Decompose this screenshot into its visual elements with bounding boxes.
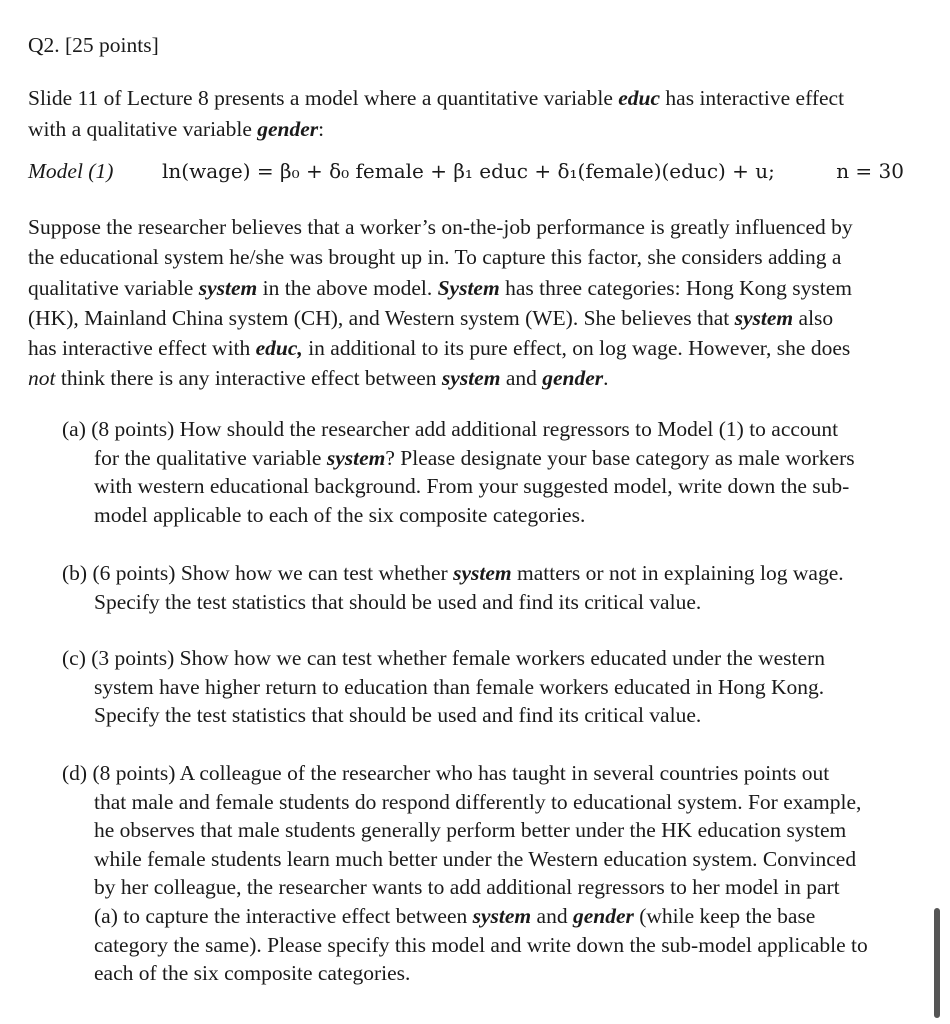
text: qualitative variable [28,275,199,300]
text: matters or not in explaining log wage. [511,561,844,585]
part-line: (d) (8 points) A colleague of the researcher who has taught in several countries points out [62,761,830,785]
text: (while keep the base [633,903,816,928]
text: for the qualitative variable [94,445,327,470]
variable-educ: educ, [255,336,303,361]
part-line: with western educational background. From your suggested model, write down the sub- [94,474,850,499]
text: (b) (6 points) Show how we can test whether [62,561,454,585]
setup-paragraph [28,212,853,394]
model-label: Model (1) [28,159,114,183]
part-b [62,559,942,616]
part-line: model applicable to each of the six composite categories. [94,502,586,527]
model-equation-row [28,159,906,189]
sample-size: n = 30 [836,159,904,183]
text: : [318,117,325,141]
text: in the above model. [257,275,438,300]
intro-line [28,114,844,145]
part-line: Specify the test statistics that should be used and find its critical value. [94,703,702,728]
part-d [62,759,942,988]
text: and [531,903,573,928]
intro-line [28,83,844,114]
text: also [793,305,834,330]
part-line [62,559,942,588]
part-line: category the same). Please specify this model and write down the sub-model applicable to [94,932,868,957]
setup-line: Suppose the researcher believes that a worker’s on-the-job performance is greatly influenced by [28,215,853,239]
text: has three categories: Hong Kong system [499,275,852,300]
variable-system: system [734,305,794,330]
part-line: that male and female students do respond differently to educational system. For example, [94,789,862,814]
setup-line: the educational system he/she was brought up in. To capture this factor, she considers adding a [28,245,842,270]
variable-system: system [441,366,501,391]
vertical-scrollbar[interactable] [934,908,940,1018]
variable-system: system [472,903,532,928]
text: (HK), Mainland China system (CH), and Western system (WE). She believes that [28,305,735,330]
text: (a) to capture the interactive effect between [94,903,473,928]
text: with a qualitative variable [28,117,258,141]
variable-gender: gender [257,117,319,141]
part-line [62,902,942,931]
emphasis-not: not [28,366,56,391]
question-title: Q2. [25 points] [28,33,159,57]
part-c [62,644,942,730]
text: in additional to its pure effect, on log wage. However, she does [302,336,851,361]
text: and [500,366,543,391]
part-line [62,444,942,473]
model-equation: ln(wage) = β₀ + δ₀ female + β₁ educ + δ₁(female)(educ) + u; [162,159,775,183]
variable-system: system [198,275,258,300]
text: Slide 11 of Lecture 8 presents a model where a quantitative variable [28,86,619,110]
variable-system: system [326,445,386,470]
text: has interactive effect [660,86,845,110]
variable-gender: gender [572,903,634,928]
part-line: while female students learn much better under the Western education system. Convinced [94,846,857,871]
text: think there is any interactive effect between [55,366,442,391]
part-line: he observes that male students generally perform better under the HK education system [94,818,847,843]
part-a [62,415,942,529]
setup-line [28,363,853,393]
setup-line [28,273,853,303]
part-line: (c) (3 points) Show how we can test whether female workers educated under the western [62,646,825,670]
setup-line [28,303,853,333]
part-line: by her colleague, the researcher wants to add additional regressors to her model in part [94,875,840,900]
text: . [603,366,609,391]
part-line: system have higher return to education than female workers educated in Hong Kong. [94,674,825,699]
variable-system: System [437,275,500,300]
part-line: each of the six composite categories. [94,961,411,986]
variable-system: system [453,561,512,585]
text: has interactive effect with [28,336,256,361]
variable-gender: gender [542,366,604,391]
setup-line [28,333,853,363]
variable-educ: educ [618,86,661,110]
text: ? Please designate your base category as male workers [385,445,855,470]
part-line: Specify the test statistics that should be used and find its critical value. [94,589,702,614]
intro-paragraph [28,83,844,145]
part-line: (a) (8 points) How should the researcher add additional regressors to Model (1) to account [62,417,839,441]
